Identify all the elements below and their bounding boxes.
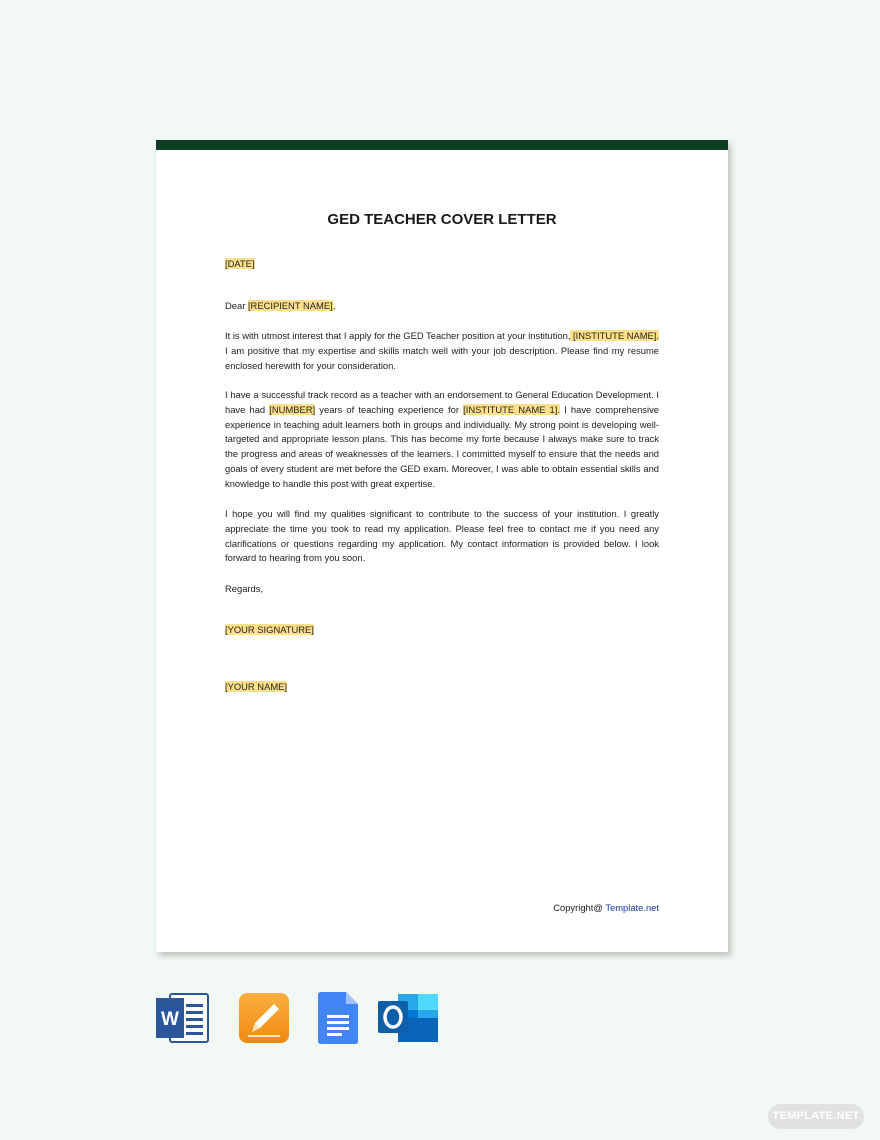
paragraph-experience-text-a: I have a successful track record as a teacher with an endorsement to General Education Development. I have had	[225, 389, 659, 415]
paragraph-experience	[225, 388, 659, 492]
recipient-placeholder: [RECIPIENT NAME]	[247, 300, 333, 311]
template-net-watermark: TEMPLATE.NET	[768, 1104, 864, 1129]
svg-text:W: W	[161, 1009, 179, 1030]
copyright-notice	[553, 902, 659, 913]
number-placeholder: [NUMBER]	[269, 403, 316, 415]
institute-1-placeholder: [INSTITUTE NAME 1].	[463, 403, 560, 415]
paragraph-closing: I hope you will find my qualities significant to contribute to the success of your institution. I greatly appreciate the time you took to read my application. Please feel free to contact me if you need any clarifications or questions regarding my application. My contact information is provided below. I look forward to hearing from you soon.	[225, 508, 659, 564]
signature-placeholder: [YOUR SIGNATURE]	[225, 624, 314, 635]
template-net-link[interactable]: Template.net	[605, 902, 659, 913]
document-title: GED TEACHER COVER LETTER	[327, 211, 557, 228]
date-line	[225, 257, 659, 272]
microsoft-word-icon[interactable]	[156, 992, 210, 1044]
salutation	[225, 299, 659, 314]
date-placeholder: [DATE]	[225, 258, 255, 269]
app-format-icons	[156, 992, 446, 1044]
paragraph-intro-text-a: It is with utmost interest that I apply for the GED Teacher position at your institution,	[225, 330, 571, 341]
paragraph-experience-text-b: years of teaching experience for	[315, 403, 464, 415]
name-line	[225, 680, 659, 695]
salutation-suffix: ,	[332, 300, 336, 311]
institute-placeholder: [INSTITUTE NAME].	[570, 330, 659, 341]
copyright-prefix: Copyright@	[553, 902, 606, 913]
header-bar	[156, 140, 728, 150]
letter-page	[156, 140, 728, 952]
name-placeholder: [YOUR NAME]	[225, 681, 287, 692]
apple-pages-icon[interactable]	[238, 992, 290, 1044]
google-docs-icon[interactable]	[318, 992, 358, 1044]
paragraph-experience-text-c: I have comprehensive experience in teaching adult learners both in groups and individually. My strong point is developing well-targeted and appropriate lesson plans. This has become my forte because I always make sure to track the progress and areas of weaknesses of the learners. I committed myself to ensure that the needs and goals of every student are met before the GED exam. Moreover, I was able to obtain essential skills and knowledge to handle this post with great expertise.	[225, 403, 659, 489]
paragraph-intro	[225, 329, 659, 373]
salutation-prefix: Dear	[225, 300, 248, 311]
closing-regards: Regards,	[225, 583, 264, 594]
microsoft-outlook-icon[interactable]	[378, 992, 440, 1044]
paragraph-intro-text-b: I am positive that my expertise and skills match well with your job description. Please find my resume enclosed herewith for your consideration.	[225, 344, 659, 371]
signature-line	[225, 623, 659, 638]
